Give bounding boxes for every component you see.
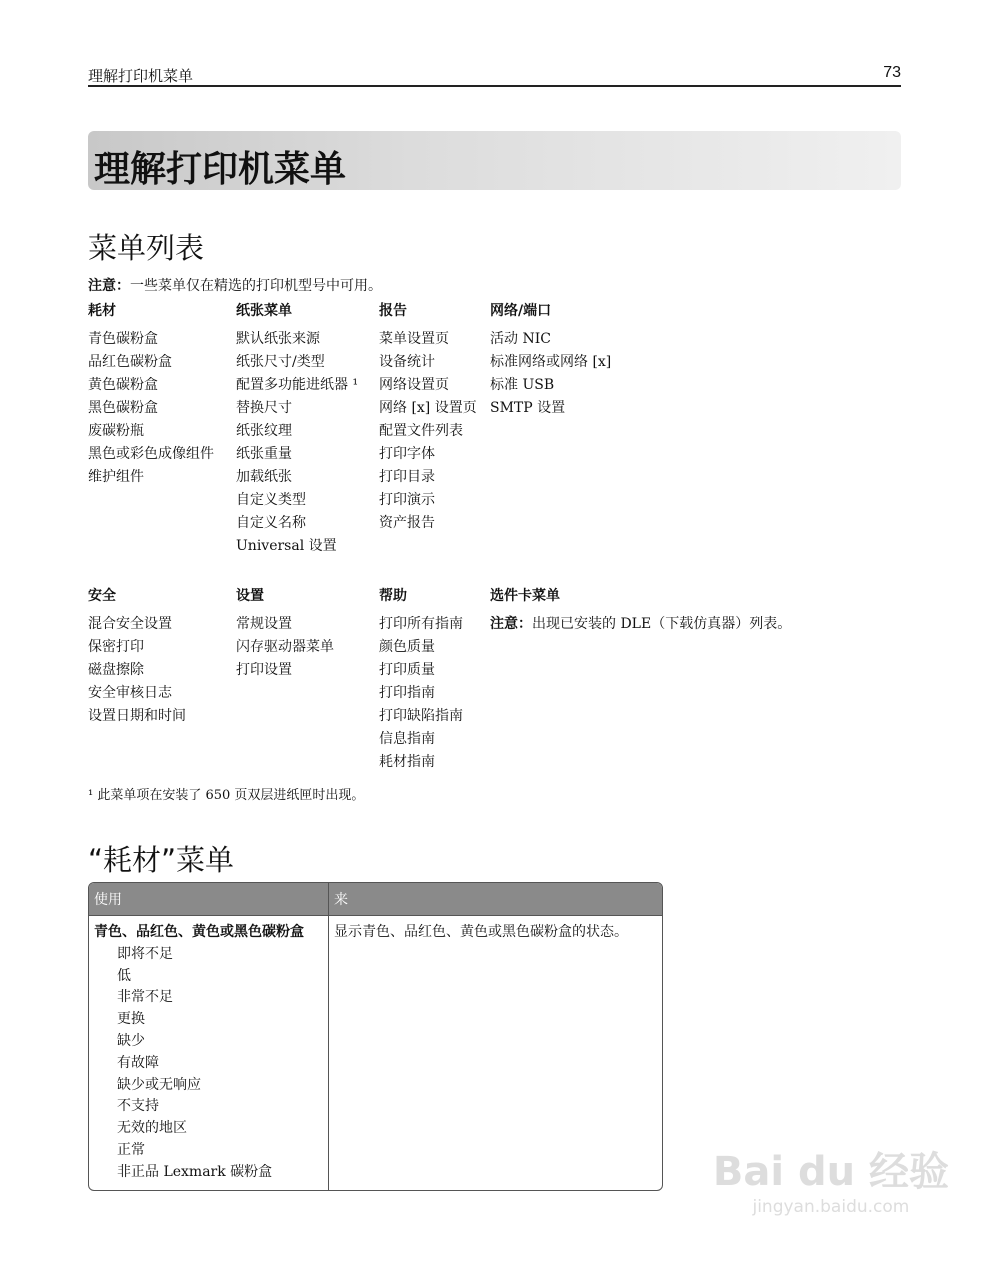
status-value: 更换	[117, 1011, 145, 1028]
menu-group-note	[490, 613, 791, 636]
menu-list-item: 保密打印	[88, 639, 144, 655]
menu-group	[236, 585, 334, 682]
menu-list-item: 磁盘擦除	[88, 662, 144, 678]
status-value: 正常	[117, 1141, 145, 1158]
menu-list-item: 配置文件列表	[379, 423, 463, 439]
column-header-use: 使用	[89, 883, 329, 916]
note-label: 注意：	[88, 278, 130, 294]
supplies-menu-table	[88, 882, 663, 1191]
menu-list-item: 打印质量	[379, 662, 435, 678]
menu-list-item: 纸张重量	[236, 446, 292, 462]
chapter-title-band	[88, 131, 901, 190]
menu-list-item: 自定义类型	[236, 492, 306, 508]
menu-list-item: 打印缺陷指南	[379, 708, 463, 724]
table-row	[89, 916, 662, 1190]
menu-group	[88, 585, 186, 728]
menu-list-item: 资产报告	[379, 515, 435, 531]
menu-group-heading: 网络/端口	[490, 303, 552, 319]
menu-list-item: 黄色碳粉盒	[88, 377, 158, 393]
status-value: 即将不足	[117, 945, 173, 962]
menu-group-heading: 报告	[379, 303, 407, 319]
menu-item-description: 显示青色、品红色、黄色或黑色碳粉盒的状态。	[334, 924, 628, 940]
menu-list-item: 打印演示	[379, 492, 435, 508]
status-value: 不支持	[117, 1098, 159, 1115]
menu-group	[236, 300, 358, 558]
menu-list-item: Universal 设置	[236, 538, 337, 554]
chapter-title: 理解打印机菜单	[94, 149, 347, 190]
menu-group-heading: 耗材	[88, 303, 116, 319]
menu-list-item: 菜单设置页	[379, 331, 449, 347]
running-header: 理解打印机菜单	[88, 67, 194, 85]
status-value: 低	[117, 967, 131, 984]
menu-list-item: 设置日期和时间	[88, 708, 186, 724]
note-text: 一些菜单仅在精选的打印机型号中可用。	[130, 278, 382, 294]
menu-group	[379, 585, 463, 774]
menu-list-item: 黑色碳粉盒	[88, 400, 158, 416]
menu-list-item: 纸张尺寸/类型	[236, 354, 325, 370]
menu-group	[379, 300, 477, 535]
menu-list-item: 加载纸张	[236, 469, 292, 485]
menu-item-name: 青色、品红色、黄色或黑色碳粉盒	[94, 924, 304, 940]
menu-group	[490, 300, 611, 420]
menu-list-item: 废碳粉瓶	[88, 423, 144, 439]
menu-group-heading: 选件卡菜单	[490, 588, 560, 604]
menu-list-item: 打印字体	[379, 446, 435, 462]
menu-list-item: 耗材指南	[379, 754, 435, 770]
menu-list-item: 混合安全设置	[88, 616, 172, 632]
menu-list-item: 配置多功能进纸器 ¹	[236, 377, 359, 393]
baidu-watermark-logo: Bai du 经验 jingyan.baidu.com	[712, 1149, 949, 1217]
menu-list-item: 打印目录	[379, 469, 435, 485]
menu-list-item: 打印设置	[236, 662, 292, 678]
page-number: 73	[883, 64, 901, 81]
menu-list-heading: 菜单列表	[88, 231, 205, 265]
status-value: 非正品 Lexmark 碳粉盒	[117, 1163, 273, 1180]
status-value: 有故障	[117, 1054, 159, 1071]
menu-group-heading: 帮助	[379, 588, 407, 604]
menu-list-item: 品红色碳粉盒	[88, 354, 172, 370]
menu-list-note	[88, 275, 382, 295]
menu-group	[88, 300, 214, 489]
menu-list-item: 纸张纹理	[236, 423, 292, 439]
menu-list-item: 青色碳粉盒	[88, 331, 158, 347]
menu-list-item: 打印指南	[379, 685, 435, 701]
column-header-to: 来	[329, 883, 662, 916]
status-value: 缺少	[117, 1032, 145, 1049]
menu-list-item: 自定义名称	[236, 515, 306, 531]
menu-list-item: 标准 USB	[490, 377, 555, 393]
supplies-menu-heading: “耗材”菜单	[88, 843, 235, 877]
status-value: 无效的地区	[117, 1120, 187, 1137]
menu-list-item: 网络 [x] 设置页	[379, 400, 477, 416]
menu-list-item: 信息指南	[379, 731, 435, 747]
menu-list-item: 打印所有指南	[379, 616, 463, 632]
menu-list-item: 网络设置页	[379, 377, 449, 393]
menu-list-item: 活动 NIC	[490, 331, 551, 347]
status-value: 非常不足	[117, 989, 173, 1006]
menu-list-item: 维护组件	[88, 469, 144, 485]
status-value: 缺少或无响应	[117, 1076, 201, 1093]
header-rule	[88, 85, 901, 87]
menu-list-item: 常规设置	[236, 616, 292, 632]
note-text: 出现已安装的 DLE（下载仿真器）列表。	[532, 616, 792, 632]
menu-list-item: 黑色或彩色成像组件	[88, 446, 214, 462]
menu-group-heading: 纸张菜单	[236, 303, 292, 319]
footnote: ¹ 此菜单项在安装了 650 页双层进纸匣时出现。	[88, 788, 365, 803]
menu-list-item: 颜色质量	[379, 639, 435, 655]
menu-list-item: 安全审核日志	[88, 685, 172, 701]
menu-group	[490, 585, 791, 636]
menu-list-item: 默认纸张来源	[236, 331, 320, 347]
menu-list-item: 闪存驱动器菜单	[236, 639, 334, 655]
note-label: 注意：	[490, 616, 532, 632]
menu-list-item: 替换尺寸	[236, 400, 292, 416]
menu-list-item: 设备统计	[379, 354, 435, 370]
menu-list-item: 标准网络或网络 [x]	[490, 354, 612, 370]
menu-list-item: SMTP 设置	[490, 400, 566, 416]
menu-group-heading: 安全	[88, 588, 116, 604]
menu-group-heading: 设置	[236, 588, 264, 604]
